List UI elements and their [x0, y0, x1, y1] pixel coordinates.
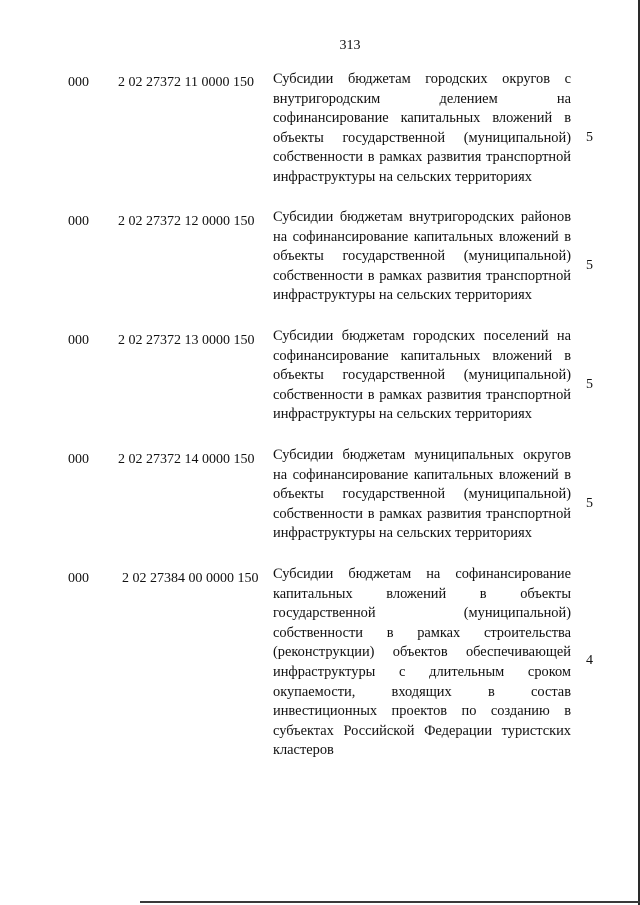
code-cell: 000 — [68, 75, 89, 90]
kbk-cell: 2 02 27372 11 0000 150 — [118, 75, 254, 90]
kbk-cell: 2 02 27372 12 0000 150 — [118, 214, 255, 229]
count-cell: 5 — [586, 496, 593, 511]
code-cell: 000 — [68, 452, 89, 467]
code-cell: 000 — [68, 333, 89, 348]
description-cell: Субсидии бюджетам внутригородских районов на софинансирование капитальных вложений в объекты государственной (муниципальной) собственности в рамках развития транспортной инфраструктуры на сельских территориях — [273, 209, 571, 304]
page-number: 313 — [339, 38, 361, 53]
kbk-cell: 2 02 27372 14 0000 150 — [118, 452, 255, 467]
description-cell: Субсидии бюджетам городских округов с внутригородским делением на софинансирование капитальных вложений в объекты государственной (муниципальной) собственности в рамках развития транспортной инфраструктуры на сельских территориях — [273, 71, 571, 185]
count-cell: 5 — [586, 258, 593, 273]
code-cell: 000 — [68, 571, 89, 586]
description-cell: Субсидии бюджетам городских поселений на софинансирование капитальных вложений в объекты государственной (муниципальной) собственности в рамках развития транспортной инфраструктуры на сельских территориях — [273, 328, 571, 423]
count-cell: 4 — [586, 653, 593, 668]
scan-edge-bottom — [140, 901, 640, 903]
kbk-cell: 2 02 27384 00 0000 150 — [122, 571, 259, 586]
count-cell: 5 — [586, 130, 593, 145]
code-cell: 000 — [68, 214, 89, 229]
description-cell: Субсидии бюджетам муниципальных округов на софинансирование капитальных вложений в объекты государственной (муниципальной) собственности в рамках развития транспортной инфраструктуры на сельских территориях — [273, 447, 571, 542]
count-cell: 5 — [586, 377, 593, 392]
description-cell: Субсидии бюджетам на софинансирование капитальных вложений в объекты государственной (муниципальной) собственности в рамках строительства (реконструкции) объектов обеспечивающей инфраструктуры с длительным сроком окупаемости, входящих в состав инвестиционных проектов по созданию в субъектах Российской Федерации туристских кластеров — [273, 566, 571, 759]
kbk-cell: 2 02 27372 13 0000 150 — [118, 333, 255, 348]
